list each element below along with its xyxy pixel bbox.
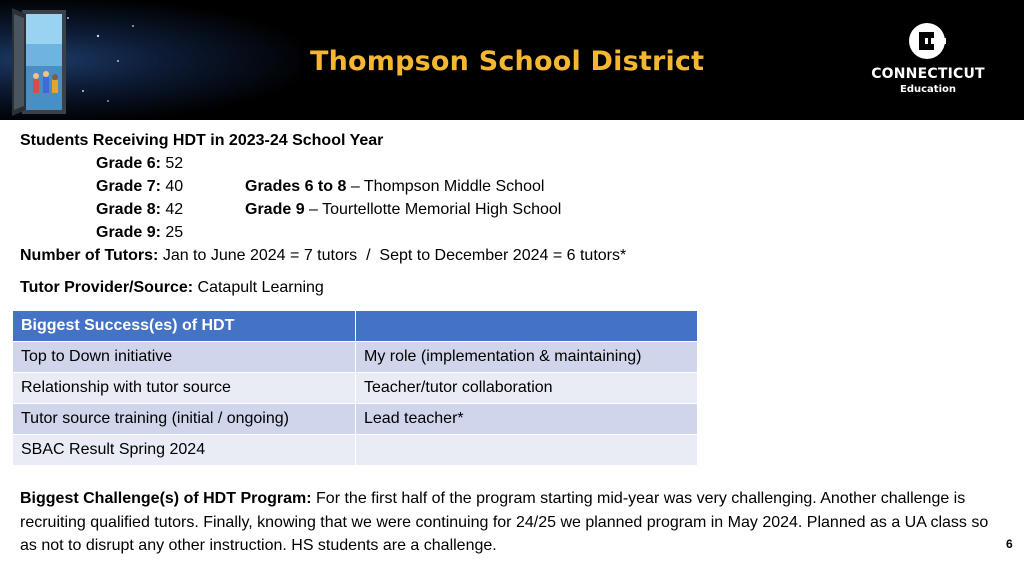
logo-wordmark: CONNECTICUT <box>871 66 985 82</box>
table-cell: Teacher/tutor collaboration <box>356 373 698 404</box>
page-number: 6 <box>1006 537 1013 551</box>
school-grades-label: Grades 6 to 8 <box>245 178 347 195</box>
table-header-cell <box>356 311 698 342</box>
challenge-label: Biggest Challenge(s) of HDT Program: <box>20 490 312 507</box>
grade-count: 52 <box>165 155 184 172</box>
school-middle <box>245 177 544 197</box>
grade-count: 25 <box>165 224 184 241</box>
table-cell: SBAC Result Spring 2024 <box>13 435 356 466</box>
provider-line <box>20 278 324 298</box>
school-grades-label: Grade 9 <box>245 201 305 218</box>
tutors-line <box>20 246 626 266</box>
grade-label: Grade 9: <box>96 224 161 241</box>
school-high <box>245 200 561 220</box>
grade-count: 42 <box>165 201 184 218</box>
table-row <box>13 435 698 466</box>
grade-label: Grade 8: <box>96 201 161 218</box>
table-cell <box>356 435 698 466</box>
table-row <box>13 342 698 373</box>
table-row <box>13 404 698 435</box>
grade-count: 40 <box>165 178 184 195</box>
table-cell: Relationship with tutor source <box>13 373 356 404</box>
table-header-cell: Biggest Success(es) of HDT <box>13 311 356 342</box>
provider-text: Catapult Learning <box>197 279 324 296</box>
challenge-text: For the first half of the program starting mid-year was very challenging. Another challenge is recruiting qualified tutors. Finally, knowing that we were continuing for 24/25 we planned program in May 2024. Planned as a UA class so as not to disrupt any other instruction. HS students are a challenge. <box>20 490 989 554</box>
school-name: – Thompson Middle School <box>350 178 545 195</box>
open-door-illustration <box>8 6 148 116</box>
table-cell: My role (implementation & maintaining) <box>356 342 698 373</box>
school-name: – Tourtellotte Memorial High School <box>309 201 562 218</box>
tutors-label: Number of Tutors: <box>20 247 159 264</box>
grade-label: Grade 6: <box>96 155 161 172</box>
tutors-text: Jan to June 2024 = 7 tutors / Sept to December 2024 = 6 tutors* <box>162 247 627 264</box>
table-cell: Lead teacher* <box>356 404 698 435</box>
students-heading: Students Receiving HDT in 2023-24 School Year <box>20 132 384 149</box>
table-cell: Top to Down initiative <box>13 342 356 373</box>
grade-7-row <box>96 177 183 197</box>
provider-label: Tutor Provider/Source: <box>20 279 194 296</box>
logo-subtitle: Education <box>900 84 956 95</box>
table-cell: Tutor source training (initial / ongoing) <box>13 404 356 435</box>
connecticut-logo-icon <box>908 22 946 60</box>
grade-label: Grade 7: <box>96 178 161 195</box>
page-title: Thompson School District <box>310 46 705 77</box>
table-header-row <box>13 311 698 342</box>
success-table <box>12 310 698 466</box>
table-row <box>13 373 698 404</box>
challenge-paragraph <box>20 487 1005 558</box>
grade-6-row <box>96 154 183 174</box>
header-banner <box>0 0 1024 120</box>
grade-9-row <box>96 223 183 243</box>
grade-8-row <box>96 200 183 220</box>
